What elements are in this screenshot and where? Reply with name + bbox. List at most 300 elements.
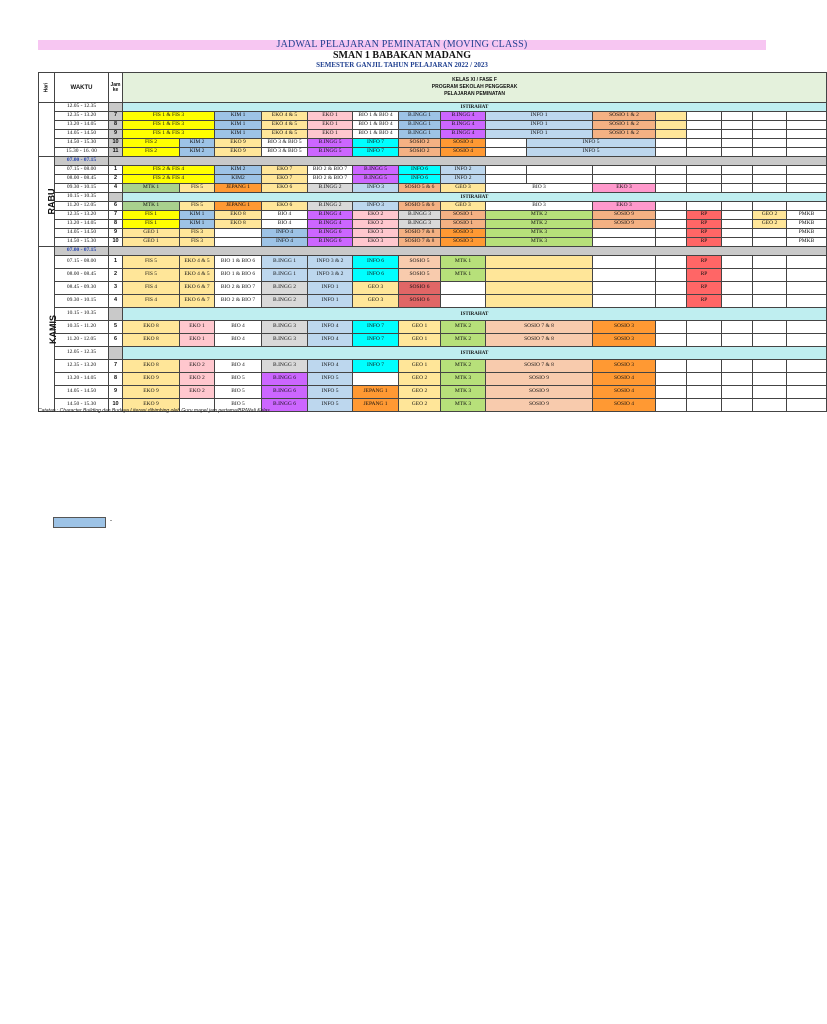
jam-cell: 8 — [109, 220, 123, 229]
subject-cell: INFO 4 — [308, 360, 353, 373]
subject-cell: EKO 3 — [593, 184, 656, 193]
subject-cell: INFO 2 — [441, 175, 486, 184]
jam-cell: 9 — [109, 386, 123, 399]
subject-cell: B.INGG 6 — [308, 238, 353, 247]
time-cell: 11.20 - 12.05 — [55, 202, 109, 211]
subject-cell: INFO 7 — [353, 139, 399, 148]
subject-cell: BIO 1 & BIO 4 — [353, 121, 399, 130]
subject-cell: FIS 1 — [123, 211, 180, 220]
jam-cell: 5 — [109, 321, 123, 334]
time-cell: 12.35 - 13.20 — [55, 112, 109, 121]
subject-cell: B.INGG 3 — [399, 220, 441, 229]
table-row — [39, 347, 827, 360]
subject-cell: EKO 1 — [308, 121, 353, 130]
subject-cell: B.INGG 6 — [262, 373, 308, 386]
subject-cell: KIM 1 — [215, 112, 262, 121]
jam-cell: 10 — [109, 238, 123, 247]
time-cell: 08.00 - 08.45 — [55, 269, 109, 282]
subject-cell: BIO 3 & BIO 5 — [262, 139, 308, 148]
subject-cell: MTK 1 — [441, 269, 486, 282]
school-name: SMAN 1 BABAKAN MADANG — [332, 50, 472, 61]
subject-cell: BIO 4 — [262, 220, 308, 229]
subject-cell: GEO 3 — [353, 295, 399, 308]
table-row — [39, 321, 827, 334]
semester-label: SEMESTER GANJIL TAHUN PELAJARAN 2022 / 2023 — [316, 61, 488, 69]
time-cell: 12.35 - 13.20 — [55, 211, 109, 220]
subject-cell: INFO 6 — [399, 166, 441, 175]
subject-cell: SOSIO 1 & 2 — [593, 130, 656, 139]
subject-cell: FIS 3 — [180, 238, 215, 247]
subject-cell: EKO 6 & 7 — [180, 282, 215, 295]
subject-cell: SOSIO 7 & 8 — [486, 321, 593, 334]
time-cell: 10.35 - 11.20 — [55, 321, 109, 334]
table-row — [39, 373, 827, 386]
subject-cell: BIO 1 & BIO 6 — [215, 256, 262, 269]
subject-cell: GEO 2 — [753, 220, 787, 229]
subject-cell: BIO 1 & BIO 4 — [353, 112, 399, 121]
istirahat-row: ISTIRAHAT — [123, 103, 827, 112]
time-cell: 15.30 - 16. 00 — [55, 148, 109, 157]
time-cell: 07.00 - 07.15 — [55, 247, 109, 256]
time-cell: 12.35 - 13.20 — [55, 360, 109, 373]
table-row — [39, 282, 827, 295]
subject-cell: SOSIO 9 — [486, 373, 593, 386]
subject-cell: SOSIO 4 — [593, 386, 656, 399]
subject-cell: JEPANG 1 — [215, 202, 262, 211]
jam-cell: 4 — [109, 295, 123, 308]
page-title: JADWAL PELAJARAN PEMINATAN (MOVING CLASS) — [276, 39, 528, 50]
subject-cell: KIM 1 — [180, 220, 215, 229]
jam-cell: 6 — [109, 202, 123, 211]
subject-cell: EKO 2 — [353, 220, 399, 229]
waktu-header: WAKTU — [55, 73, 109, 103]
subject-cell: GEO 3 — [353, 282, 399, 295]
subject-cell: SOSIO 6 — [399, 295, 441, 308]
table-row — [39, 193, 827, 202]
subject-cell: EKO 2 — [180, 360, 215, 373]
subject-cell: BIO 4 — [262, 211, 308, 220]
subject-cell: GEO 1 — [399, 334, 441, 347]
day-label-blank — [39, 103, 55, 157]
subject-cell: RP — [687, 269, 722, 282]
subject-cell: EKO 2 — [180, 386, 215, 399]
subject-cell: EKO 9 — [215, 148, 262, 157]
istirahat-row: ISTIRAHAT — [123, 193, 827, 202]
subject-cell: EKO 4 & 5 — [180, 256, 215, 269]
subject-cell: EKO 9 — [215, 139, 262, 148]
empty-cell — [656, 121, 687, 130]
subject-cell: BIO 5 — [215, 386, 262, 399]
subject-cell: BIO 4 — [215, 334, 262, 347]
table-row — [39, 202, 827, 211]
subject-cell: B.INGG 4 — [308, 211, 353, 220]
table-row — [39, 157, 827, 166]
subject-cell: INFO 5 — [527, 148, 656, 157]
table-row — [39, 295, 827, 308]
subject-cell: B.INGG 3 — [262, 360, 308, 373]
subject-cell: EKO 8 — [215, 211, 262, 220]
subject-cell: SOSIO 2 — [399, 139, 441, 148]
subject-cell: BIO 2 & BIO 7 — [215, 295, 262, 308]
subject-cell: GEO 2 — [399, 373, 441, 386]
subject-cell: KIM 1 — [180, 211, 215, 220]
subject-cell: INFO 4 — [308, 334, 353, 347]
subject-cell: B.INGG 4 — [441, 130, 486, 139]
subject-cell: RP — [687, 238, 722, 247]
subject-cell: EKO 3 — [353, 238, 399, 247]
subject-cell: INFO 6 — [353, 256, 399, 269]
subject-cell: B.INGG 2 — [308, 184, 353, 193]
jam-cell: 10 — [109, 139, 123, 148]
subject-cell: BIO 4 — [215, 360, 262, 373]
subject-cell: MTK 1 — [441, 256, 486, 269]
subject-cell: BIO 2 & BIO 7 — [215, 282, 262, 295]
subject-cell: INFO 3 — [353, 202, 399, 211]
subject-cell: SOSIO 7 & 8 — [486, 360, 593, 373]
subject-cell: INFO 2 — [441, 166, 486, 175]
subject-cell: EKO 1 — [308, 130, 353, 139]
subject-cell: SOSIO 3 — [593, 334, 656, 347]
subject-cell: BIO 5 — [215, 373, 262, 386]
subject-cell: B.INGG 4 — [441, 112, 486, 121]
subject-cell: EKO 4 & 5 — [262, 112, 308, 121]
day-label-rabu: RABU — [39, 157, 55, 247]
subject-cell: INFO 5 — [308, 399, 353, 412]
table-row — [39, 229, 827, 238]
subject-cell: KIM 1 — [215, 130, 262, 139]
table-row — [39, 175, 827, 184]
table-row — [39, 130, 827, 139]
subject-cell: MTK 1 — [123, 184, 180, 193]
subject-cell: EKO 6 — [262, 184, 308, 193]
subject-cell: SOSIO 4 — [593, 399, 656, 412]
subject-cell: INFO 1 — [486, 130, 593, 139]
subject-cell: FIS 5 — [123, 256, 180, 269]
jam-cell: 10 — [109, 399, 123, 412]
subject-cell: INFO 7 — [353, 148, 399, 157]
subject-cell: EKO 9 — [123, 386, 180, 399]
time-cell: 08.45 - 09.30 — [55, 282, 109, 295]
subject-cell: B.INGG 6 — [262, 386, 308, 399]
subject-cell: BIO 1 & BIO 4 — [353, 130, 399, 139]
subject-cell: INFO 4 — [262, 238, 308, 247]
jam-cell: 7 — [109, 211, 123, 220]
subject-cell: EKO 8 — [123, 334, 180, 347]
table-row — [39, 148, 827, 157]
table-row — [39, 269, 827, 282]
subject-cell: GEO 2 — [399, 386, 441, 399]
subject-cell: KIM 1 — [215, 121, 262, 130]
subject-cell: MTK 1 — [123, 202, 180, 211]
subject-cell: B.INGG 6 — [262, 399, 308, 412]
subject-cell: BIO 2 & BIO 7 — [308, 166, 353, 175]
time-cell: 14.50 - 15.30 — [55, 399, 109, 412]
subject-cell: INFO 3 & 2 — [308, 269, 353, 282]
subject-cell: SOSIO 5 — [399, 269, 441, 282]
subject-cell: INFO 5 — [308, 373, 353, 386]
subject-cell: EKO 9 — [123, 373, 180, 386]
time-cell: 10.15 - 10.35 — [55, 193, 109, 202]
subject-cell: INFO 7 — [353, 321, 399, 334]
subject-cell: RP — [687, 295, 722, 308]
subject-cell: EKO 9 — [123, 399, 180, 412]
subject-cell: BIO 5 — [215, 399, 262, 412]
subject-cell: FIS 5 — [180, 202, 215, 211]
subject-cell: FIS 5 — [123, 269, 180, 282]
subject-cell: GEO 3 — [441, 202, 486, 211]
subject-cell: MTK 2 — [441, 334, 486, 347]
jam-cell — [109, 193, 123, 202]
subject-cell: KIM 2 — [180, 139, 215, 148]
subject-cell: INFO 1 — [486, 112, 593, 121]
subject-cell: PMKB — [787, 211, 827, 220]
subject-cell: RP — [687, 229, 722, 238]
subject-cell: INFO 5 — [308, 386, 353, 399]
table-row — [39, 308, 827, 321]
subject-cell: GEO 2 — [753, 211, 787, 220]
jam-cell: 7 — [109, 360, 123, 373]
jam-cell — [109, 103, 123, 112]
subject-cell: FIS 1 — [123, 220, 180, 229]
istirahat-row: ISTIRAHAT — [123, 347, 827, 360]
subject-cell: B.INGG 3 — [262, 334, 308, 347]
schedule-table — [38, 72, 827, 412]
subject-cell: RP — [687, 256, 722, 269]
subject-cell: INFO 6 — [399, 175, 441, 184]
table-row — [39, 334, 827, 347]
subject-cell: SOSIO 4 — [441, 148, 486, 157]
subject-cell: INFO 4 — [308, 321, 353, 334]
subject-cell: EKO 3 — [593, 202, 656, 211]
subject-cell: B.INGG 5 — [308, 148, 353, 157]
subject-cell: SOSIO 3 — [593, 360, 656, 373]
jam-cell: 8 — [109, 121, 123, 130]
subject-cell: FIS 1 & FIS 3 — [123, 121, 215, 130]
subject-cell: INFO 4 — [262, 229, 308, 238]
subject-cell: SOSIO 4 — [441, 139, 486, 148]
subject-cell: FIS 2 — [123, 139, 180, 148]
subject-cell: EKO 6 & 7 — [180, 295, 215, 308]
jam-cell: 1 — [109, 256, 123, 269]
subject-cell: GEO 3 — [441, 184, 486, 193]
subject-cell: SOSIO 9 — [486, 386, 593, 399]
subject-cell: BIO 4 — [215, 321, 262, 334]
subject-cell: SOSIO 1 — [441, 220, 486, 229]
subject-cell: MTK 3 — [441, 373, 486, 386]
subject-cell: EKO 1 — [180, 334, 215, 347]
jam-cell: 6 — [109, 334, 123, 347]
subject-cell: GEO 1 — [123, 229, 180, 238]
subject-cell: SOSIO 7 & 8 — [486, 334, 593, 347]
time-cell: 13.20 - 14.05 — [55, 220, 109, 229]
jam-cell: 7 — [109, 112, 123, 121]
legend-label: - — [110, 518, 112, 524]
subject-cell: PMKB — [787, 220, 827, 229]
time-cell: 14.05 - 14.50 — [55, 229, 109, 238]
table-row — [39, 386, 827, 399]
jam-cell: 9 — [109, 130, 123, 139]
subject-cell: SOSIO 3 — [441, 238, 486, 247]
time-cell: 12.05 - 12.35 — [55, 347, 109, 360]
table-row — [39, 121, 827, 130]
subject-cell: EKO 2 — [353, 211, 399, 220]
istirahat-row: ISTIRAHAT — [123, 308, 827, 321]
subject-cell: INFO 6 — [353, 269, 399, 282]
subject-cell: FIS 1 & FIS 3 — [123, 112, 215, 121]
day-label-kamis: KAMIS — [39, 247, 55, 412]
subject-cell: B.INGG 5 — [308, 139, 353, 148]
subject-cell: B.INGG 3 — [262, 321, 308, 334]
time-cell: 13.20 - 14.05 — [55, 373, 109, 386]
empty-cell — [656, 112, 687, 121]
time-cell: 11.20 - 12.05 — [55, 334, 109, 347]
subject-cell: SOSIO 7 & 8 — [399, 229, 441, 238]
jam-cell: 4 — [109, 184, 123, 193]
subject-cell: B.INGG 1 — [262, 269, 308, 282]
time-cell: 09.30 - 10.15 — [55, 184, 109, 193]
subject-cell: INFO 3 & 2 — [308, 256, 353, 269]
subject-cell: MTK 3 — [441, 399, 486, 412]
subject-cell: EKO 7 — [262, 175, 308, 184]
table-header-row — [39, 73, 827, 103]
subject-cell: SOSIO 7 & 8 — [399, 238, 441, 247]
time-cell: 07.15 - 08.00 — [55, 166, 109, 175]
subject-cell: EKO 4 & 5 — [262, 121, 308, 130]
subject-cell: BIO 2 & BIO 7 — [308, 175, 353, 184]
subject-cell: MTK 2 — [486, 211, 593, 220]
subject-cell: FIS 2 & FIS 4 — [123, 175, 215, 184]
gray-row — [109, 247, 827, 256]
subject-cell: B.INGG 1 — [399, 130, 441, 139]
subject-cell: MTK 3 — [441, 386, 486, 399]
time-cell: 14.50 - 15.30 — [55, 238, 109, 247]
subject-cell: EKO 8 — [123, 321, 180, 334]
legend-swatch — [53, 517, 106, 528]
table-row — [39, 112, 827, 121]
subject-cell: SOSIO 5 — [399, 256, 441, 269]
subject-cell: SOSIO 4 — [593, 373, 656, 386]
subject-cell: SOSIO 2 — [399, 148, 441, 157]
subject-cell: EKO 3 — [353, 229, 399, 238]
subject-cell: B.INGG 1 — [399, 121, 441, 130]
table-row — [39, 256, 827, 269]
table-row — [39, 139, 827, 148]
subject-cell: GEO 1 — [123, 238, 180, 247]
jam-cell: 2 — [109, 269, 123, 282]
subject-cell: PMKB — [787, 229, 827, 238]
table-row — [39, 166, 827, 175]
subject-cell: EKO 8 — [215, 220, 262, 229]
subject-cell: KIM 2 — [180, 148, 215, 157]
time-cell: 14.50 - 15.30 — [55, 139, 109, 148]
subject-cell: RP — [687, 211, 722, 220]
subject-cell: B.INGG 5 — [353, 166, 399, 175]
subject-cell: SOSIO 1 & 2 — [593, 121, 656, 130]
subject-cell: JEPANG 1 — [353, 399, 399, 412]
subject-cell: EKO 4 & 5 — [180, 269, 215, 282]
subject-cell: MTK 2 — [441, 321, 486, 334]
time-cell: 10.15 - 10.35 — [55, 308, 109, 321]
footnote: Catatan : Character Building dan Budaya Literasi dibimbing oleh Guru mapel jam pertama/BP/Wali Kelas — [38, 408, 270, 414]
subject-cell: KIM2 — [215, 175, 262, 184]
table-row — [39, 238, 827, 247]
subject-cell: PMKB — [787, 238, 827, 247]
subject-cell: EKO 6 — [262, 202, 308, 211]
subject-cell: BIO 1 & BIO 6 — [215, 269, 262, 282]
jam-cell: 11 — [109, 148, 123, 157]
time-cell: 07.15 - 08.00 — [55, 256, 109, 269]
time-cell: 13.20 - 14.05 — [55, 121, 109, 130]
table-row — [39, 220, 827, 229]
subject-cell: KIM 2 — [215, 166, 262, 175]
subject-cell: SOSIO 5 & 6 — [399, 184, 441, 193]
subject-cell: SOSIO 9 — [593, 220, 656, 229]
jam-cell: 2 — [109, 175, 123, 184]
subject-cell: B.INGG 1 — [262, 256, 308, 269]
subject-cell: INFO 1 — [486, 121, 593, 130]
subject-cell: RP — [687, 282, 722, 295]
table-row — [39, 184, 827, 193]
subject-cell: EKO 4 & 5 — [262, 130, 308, 139]
table-row — [39, 103, 827, 112]
subject-cell: FIS 4 — [123, 295, 180, 308]
empty-cell — [656, 130, 687, 139]
subject-cell: FIS 2 — [123, 148, 180, 157]
subject-cell: B.INGG 2 — [262, 295, 308, 308]
subject-cell: BIO 3 — [486, 202, 593, 211]
subject-cell: INFO 3 — [353, 184, 399, 193]
subject-cell: EKO 8 — [123, 360, 180, 373]
subject-cell: MTK 3 — [486, 238, 593, 247]
jam-cell — [109, 308, 123, 321]
jam-cell: 9 — [109, 229, 123, 238]
subject-cell: SOSIO 6 — [399, 282, 441, 295]
time-cell: 08.00 - 08.45 — [55, 175, 109, 184]
subject-cell: BIO 3 & BIO 5 — [262, 148, 308, 157]
subject-cell: B.INGG 4 — [441, 121, 486, 130]
subject-cell: B.INGG 3 — [399, 211, 441, 220]
subject-cell: FIS 3 — [180, 229, 215, 238]
subject-cell: GEO 1 — [399, 360, 441, 373]
subject-cell: INFO 7 — [353, 334, 399, 347]
subject-cell: FIS 2 & FIS 4 — [123, 166, 215, 175]
jam-cell: 1 — [109, 166, 123, 175]
subject-cell: BIO 3 — [486, 184, 593, 193]
subject-cell: B.INGG 1 — [399, 112, 441, 121]
jam-header: Jam ke — [109, 73, 123, 103]
time-cell: 09.30 - 10.15 — [55, 295, 109, 308]
subject-cell: SOSIO 9 — [593, 211, 656, 220]
subject-cell: INFO 5 — [527, 139, 656, 148]
subject-cell: GEO 1 — [399, 321, 441, 334]
subject-cell: SOSIO 5 & 6 — [399, 202, 441, 211]
jam-cell — [109, 347, 123, 360]
gray-row — [109, 157, 827, 166]
table-row — [39, 247, 827, 256]
subject-cell: INFO 1 — [308, 282, 353, 295]
subject-cell: B.INGG 5 — [353, 175, 399, 184]
subject-cell: GEO 2 — [399, 399, 441, 412]
table-row — [39, 211, 827, 220]
subject-cell: RP — [687, 220, 722, 229]
subject-cell: B.INGG 2 — [262, 282, 308, 295]
time-cell: 07.00 - 07.15 — [55, 157, 109, 166]
subject-cell: INFO 1 — [308, 295, 353, 308]
time-cell: 14.05 - 14.50 — [55, 386, 109, 399]
jam-cell: 8 — [109, 373, 123, 386]
subject-cell: JEPANG 1 — [215, 184, 262, 193]
time-cell: 14.05 - 14.50 — [55, 130, 109, 139]
